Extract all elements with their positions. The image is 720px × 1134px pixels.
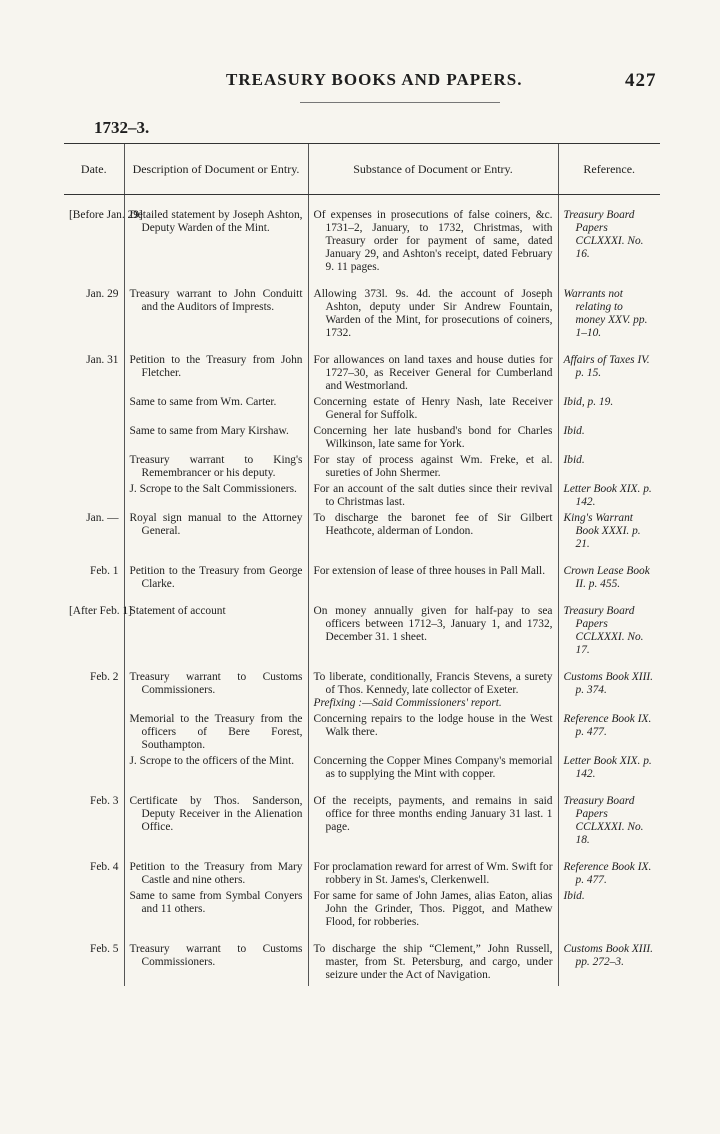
page-number: 427 [625,70,657,91]
entry-reference: Treasury Board Papers CCLXXXI. No. 18. [563,795,644,846]
entry-reference: Ibid, p. 19. [563,396,614,408]
entry-substance: To discharge the baronet fee of Sir Gilbert Heathcote, alderman of London. [313,512,553,537]
entry-substance: Concerning estate of Henry Nash, late Receiver General for Suffolk. [313,396,553,421]
entry-description: Treasury warrant to King's Remembrancer or his deputy. [129,454,303,479]
entry-substance: For same for same of John James, alias Eaton, alias John the Grinder, Thos. Piggot, and Mathew Flood, for robberies. [313,890,553,928]
entry-substance: For stay of process against Wm. Freke, et al. sureties of John Shermer. [313,454,553,479]
entry-date [64,480,124,509]
entry-reference: Warrants not relating to money XXV. pp. 1–10. [563,288,648,339]
entry-date: Jan. 31 [86,354,119,366]
table-row [64,887,660,929]
entry-reference: Customs Book XIII. pp. 272–3. [563,943,654,968]
entry-date: Feb. 1 [90,565,119,577]
entry-date: [Before Jan. 29] [69,209,143,221]
entry-substance: Concerning her late husband's bond for Charles Wilkinson, late same for York. [313,425,553,450]
entry-substance: For extension of lease of three houses in Pall Mall. [313,565,546,577]
entry-date: Jan. 29 [86,288,119,300]
running-title: TREASURY BOOKS AND PAPERS. [226,70,523,89]
entry-reference: Ibid. [563,454,585,466]
table-row [64,340,660,393]
entry-description: Same to same from Symbal Conyers and 11 others. [129,890,303,915]
entry-date [64,422,124,451]
table-row [64,551,660,591]
entry-substance: To discharge the ship “Clement,” John Russell, master, from St. Petersburg, and cargo, under seizure under the Act of Navigation. [313,943,553,981]
table-row [64,591,660,657]
table-row [64,781,660,847]
year-heading: 1732–3. [94,118,150,137]
entry-substance: Concerning the Copper Mines Company's memorial as to supplying the Mint with copper. [313,755,553,780]
entry-substance: Of the receipts, payments, and remains in said office for three months ending January 31 last. 1 page. [313,795,553,833]
table-row [64,847,660,887]
entry-substance: For an account of the salt duties since their revival to Christmas last. [313,483,553,508]
entry-substance: On money annually given for half-pay to sea officers between 1712–3, January 1, and 1732, December 31. 1 sheet. [313,605,553,643]
table-row [64,710,660,752]
table-row [64,274,660,340]
table-row [64,393,660,422]
entry-date [64,393,124,422]
entry-description: J. Scrope to the Salt Commissioners. [129,483,297,495]
entry-reference: Letter Book XIX. p. 142. [563,755,652,780]
entry-substance: Of expenses in prosecutions of false coiners, &c. 1731–2, January, to 1732, Christmas, with Treasury order for payment of same, dated January 29, and Ashton's receipt, dated February 9. 11 pages. [313,209,553,273]
table-row [64,480,660,509]
entry-reference: Affairs of Taxes IV. p. 15. [563,354,650,379]
entry-date: Feb. 3 [90,795,119,807]
entry-description: Memorial to the Treasury from the officers of Bere Forest, Southampton. [129,713,303,751]
entry-description: Same to same from Mary Kirshaw. [129,425,289,437]
entry-reference: Ibid. [563,425,585,437]
table-row [64,422,660,451]
entry-description: Treasury warrant to Customs Commissioners. [129,671,303,696]
entry-reference: Ibid. [563,890,585,902]
table-row [64,451,660,480]
entry-description: Certificate by Thos. Sanderson, Deputy Receiver in the Alienation Office. [129,795,303,833]
entry-reference: Crown Lease Book II. p. 455. [563,565,650,590]
entry-substance: To liberate, conditionally, Francis Stevens, a surety of Thos. Kennedy, late collector of Exeter. [313,671,553,696]
entry-reference: King's Warrant Book XXXI. p. 21. [563,512,641,550]
entry-description: Statement of account [129,605,226,617]
header-date: Date. [64,144,124,195]
entry-date: Feb. 4 [90,861,119,873]
entry-description: Petition to the Treasury from John Fletcher. [129,354,303,379]
entry-substance: Allowing 373l. 9s. 4d. the account of Joseph Ashton, deputy under Sir Andrew Fountain, Warden of the Mint, for prosecutions of coiners, 1732. [313,288,553,339]
table-row [64,752,660,781]
entry-date [64,710,124,752]
entry-reference: Customs Book XIII. p. 374. [563,671,654,696]
entry-description: Royal sign manual to the Attorney General. [129,512,303,537]
calendar-table [64,143,660,986]
table-row [64,929,660,986]
table-row [64,509,660,551]
table-row [64,195,660,275]
entry-substance: For allowances on land taxes and house duties for 1727–30, as Receiver General for Cumberland and Westmorland. [313,354,553,392]
entry-description: Petition to the Treasury from Mary Castle and nine others. [129,861,303,886]
entry-reference: Treasury Board Papers CCLXXXI. No. 16. [563,209,644,260]
header-reference: Reference. [558,144,660,195]
entry-date: Jan. — [86,512,119,524]
table-row [64,657,660,710]
entry-date: Feb. 2 [90,671,119,683]
entry-description: Treasury warrant to Customs Commissioners. [129,943,303,968]
entry-description: Petition to the Treasury from George Clarke. [129,565,303,590]
entry-description: J. Scrope to the officers of the Mint. [129,755,295,767]
entry-substance: For proclamation reward for arrest of Wm. Swift for robbery in St. James's, Clerkenwell. [313,861,553,886]
entry-substance: Concerning repairs to the lodge house in the West Walk there. [313,713,553,738]
entry-reference: Reference Book IX. p. 477. [563,713,652,738]
entry-date: [After Feb. 1] [69,605,132,617]
entry-date [64,451,124,480]
entry-date [64,752,124,781]
entry-description: Same to same from Wm. Carter. [129,396,277,408]
table-header-row [64,144,660,195]
entry-date: Feb. 5 [90,943,119,955]
entry-description: Detailed statement by Joseph Ashton, Deputy Warden of the Mint. [129,209,303,234]
entry-substance-note: Prefixing :—Said Commissioners' report. [313,697,502,709]
entry-date [64,887,124,929]
entry-reference: Treasury Board Papers CCLXXXI. No. 17. [563,605,644,656]
header-substance: Substance of Document or Entry. [308,144,558,195]
entry-description: Treasury warrant to John Conduitt and the Auditors of Imprests. [129,288,303,313]
entry-reference: Reference Book IX. p. 477. [563,861,652,886]
header-description: Description of Document or Entry. [124,144,308,195]
header-rule [300,102,500,103]
entry-reference: Letter Book XIX. p. 142. [563,483,652,508]
